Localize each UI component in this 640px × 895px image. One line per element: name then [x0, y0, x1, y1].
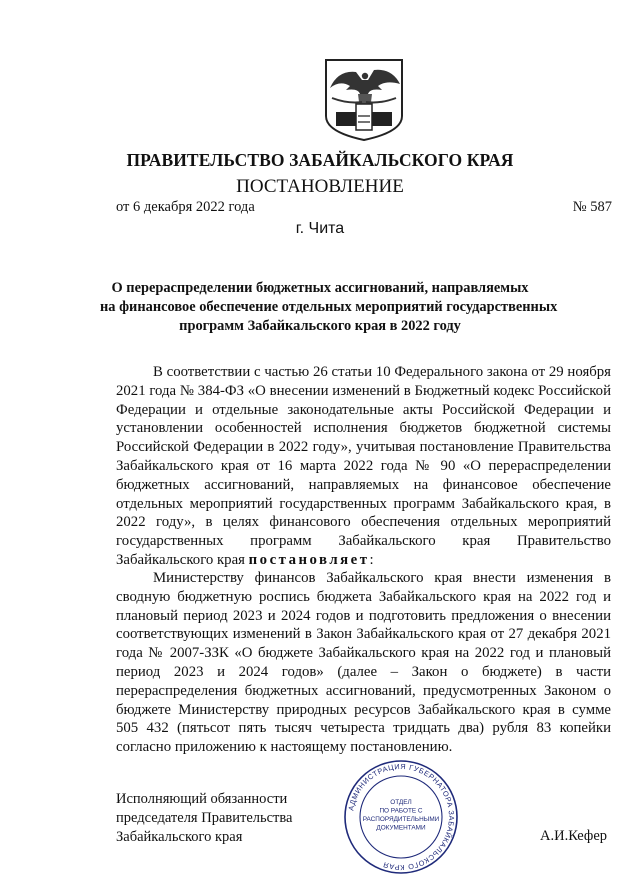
paragraph-instruction: Министерству финансов Забайкальского края внести изменения в сводную бюджетную роспись бюджета Забайкальского края на 2022 год и плановый период 2023 и 2024 годов и подготовить предложения о внесении соответствующих изменений в Закон Забайкальского края от 27 декабря 2021 года № 2007-ЗЗК «О бюджете Забайкальского края на 2022 год и плановый период 2023 и 2024 годов» (далее – Закон о бюджете) в части перераспределения бюджетных ассигнований, предусмотренных Законом о бюджете Министерству природных ресурсов Забайкальского края в сумме 505 432 (пятьсот пять тысяч четыреста тридцать два) рубля 83 копейки согласно приложению к настоящему постановлению. [116, 570, 611, 756]
document-title-line: программ Забайкальского края в 2022 году [179, 318, 461, 334]
city-name: г. Чита [295, 220, 345, 237]
svg-text:ОТДЕЛПО РАБОТЕ СРАСПОРЯДИТЕЛЬН: ОТДЕЛ ПО РАБОТЕ С РАСПОРЯДИТЕЛЬНЫМИ ДОКУМЕНТАМИ [362, 799, 440, 832]
document-date: от 6 декабря 2022 года [116, 199, 255, 215]
paragraph-basis-end: : [369, 551, 374, 568]
document-title-line: на финансовое обеспечение отдельных мероприятий государственных [100, 299, 558, 315]
official-stamp [342, 758, 460, 876]
stamp-ring-text: АДМИНИСТРАЦИЯ ГУБЕРНАТОРА ЗАБАЙКАЛЬСКОГО КРАЯ [346, 761, 457, 873]
paragraph-basis [116, 363, 611, 570]
signatory-title-line: председателя Правительства [116, 810, 293, 826]
paragraph-basis-text: В соответствии с частью 26 статьи 10 Федерального закона от 29 ноября 2021 года № 384-ФЗ «О внесении изменений в Бюджетный кодекс Российской Федерации и отдельные законодательные акты Российской Федерации и установлении особенностей исполнения бюджетов бюджетной системы Российской Федерации в 2022 году», учитывая постановление Правительства Забайкальского края от 16 марта 2022 года № 90 «О перераспределении бюджетных ассигнований, направляемых на финансовое обеспечение отдельных мероприятий государственных программ Забайкальского края, в 2022 году», в целях финансового обеспечения отдельных мероприятий государственных программ Забайкальского края Правительство Забайкальского края [116, 364, 611, 568]
signatory-title-line: Исполняющий обязанности [116, 791, 288, 807]
signatory-name: А.И.Кефер [540, 828, 608, 844]
government-name: ПРАВИТЕЛЬСТВО ЗАБАЙКАЛЬСКОГО КРАЯ [126, 150, 514, 170]
resolves-keyword: постановляет [248, 551, 370, 568]
document-number: № 587 [572, 199, 612, 215]
document-title-line: О перераспределении бюджетных ассигнований, направляемых [111, 280, 529, 296]
signatory-title [116, 790, 292, 847]
coat-of-arms-icon [322, 58, 406, 142]
signatory-title-line: Забайкальского края [116, 829, 243, 845]
document-title [100, 279, 558, 336]
document-type: ПОСТАНОВЛЕНИЕ [236, 176, 404, 197]
